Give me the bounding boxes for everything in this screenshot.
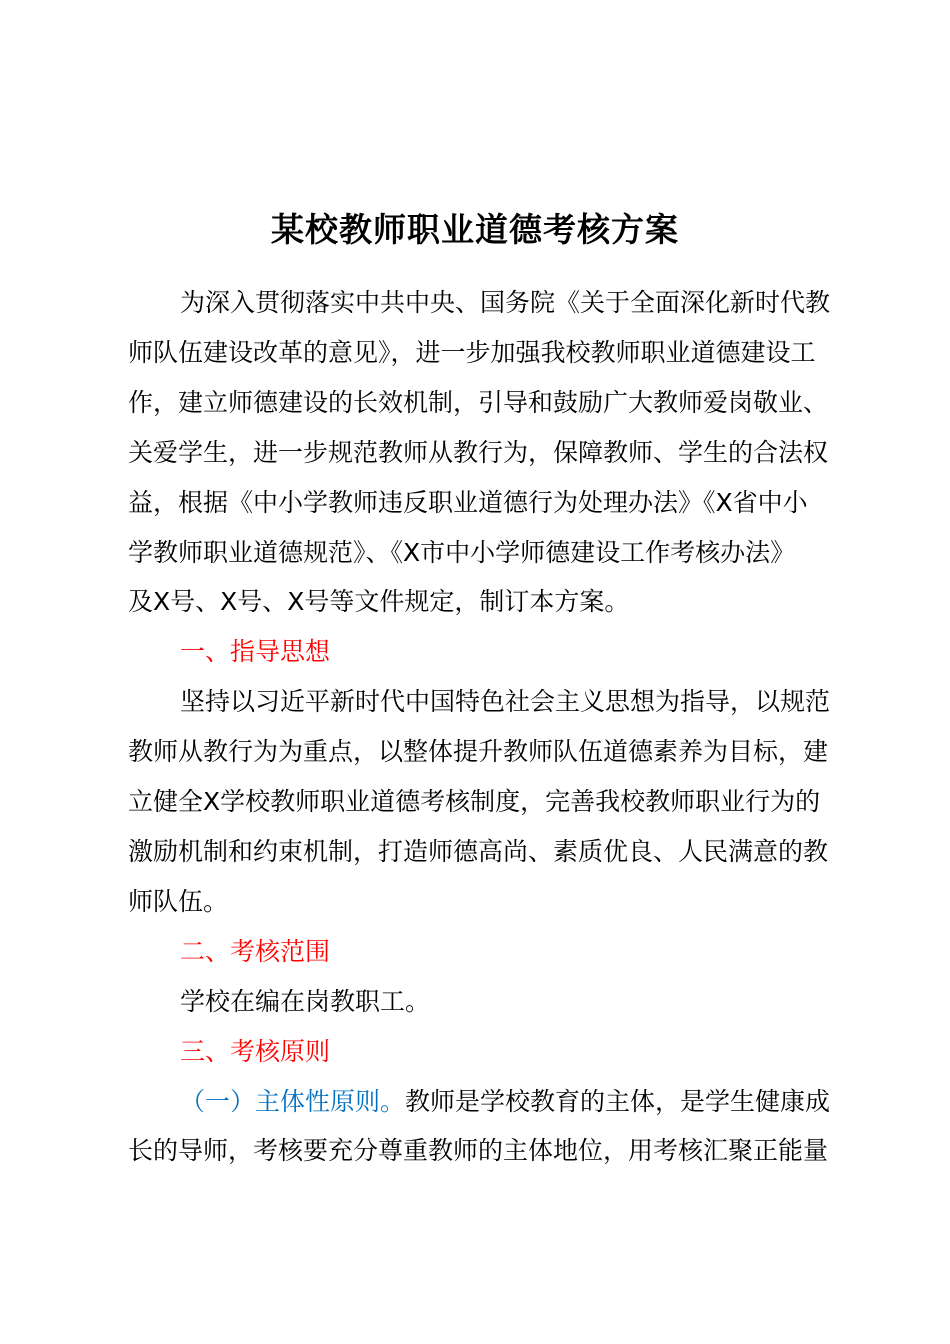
document-body bbox=[128, 278, 846, 1176]
intro-line: 及X号、X号、X号等文件规定，制订本方案。 bbox=[128, 587, 630, 617]
subjectivity-principle-paragraph bbox=[128, 1077, 846, 1177]
section1-line: 师队伍。 bbox=[128, 886, 229, 916]
section1-line: 激励机制和约束机制，打造师德高尚、素质优良、人民满意的教 bbox=[128, 836, 829, 866]
guiding-ideology-paragraph bbox=[128, 677, 846, 927]
intro-line: 为深入贯彻落实中共中央、国务院《关于全面深化新时代教 bbox=[180, 288, 831, 317]
intro-line: 作，建立师德建设的长效机制，引导和鼓励广大教师爱岗敬业、 bbox=[128, 387, 829, 417]
section-heading-guiding-ideology: 一、指导思想 bbox=[180, 637, 331, 667]
section1-line: 坚持以习近平新时代中国特色社会主义思想为指导，以规范 bbox=[180, 687, 831, 717]
subjectivity-principle-text: 教师是学校教育的主体，是学生健康成 bbox=[405, 1086, 831, 1116]
subjectivity-principle-second-line: 长的导师，考核要充分尊重教师的主体地位，用考核汇聚正能量 bbox=[128, 1136, 829, 1166]
assessment-scope-text: 学校在编在岗教职工。 bbox=[180, 986, 431, 1016]
subheading-subjectivity-principle: （一）主体性原则。 bbox=[180, 1086, 406, 1116]
section-heading-assessment-scope: 二、考核范围 bbox=[180, 936, 331, 966]
section-heading-assessment-principles: 三、考核原则 bbox=[180, 1036, 331, 1066]
subjectivity-principle-first-line bbox=[128, 1077, 846, 1127]
document-title: 某校教师职业道德考核方案 bbox=[271, 210, 679, 249]
intro-line: 师队伍建设改革的意见》，进一步加强我校教师职业道德建设工 bbox=[128, 337, 816, 367]
section1-line: 立健全X学校教师职业道德考核制度，完善我校教师职业行为的 bbox=[128, 787, 821, 817]
intro-line: 益，根据《中小学教师违反职业道德行为处理办法》《X省中小 bbox=[128, 487, 808, 517]
section1-line: 教师从教行为为重点，以整体提升教师队伍道德素养为目标，建 bbox=[128, 737, 829, 767]
intro-line: 学教师职业道德规范》、《X市中小学师德建设工作考核办法》 bbox=[128, 537, 796, 567]
intro-line: 关爱学生，进一步规范教师从教行为，保障教师、学生的合法权 bbox=[128, 437, 829, 467]
intro-paragraph bbox=[128, 278, 846, 627]
